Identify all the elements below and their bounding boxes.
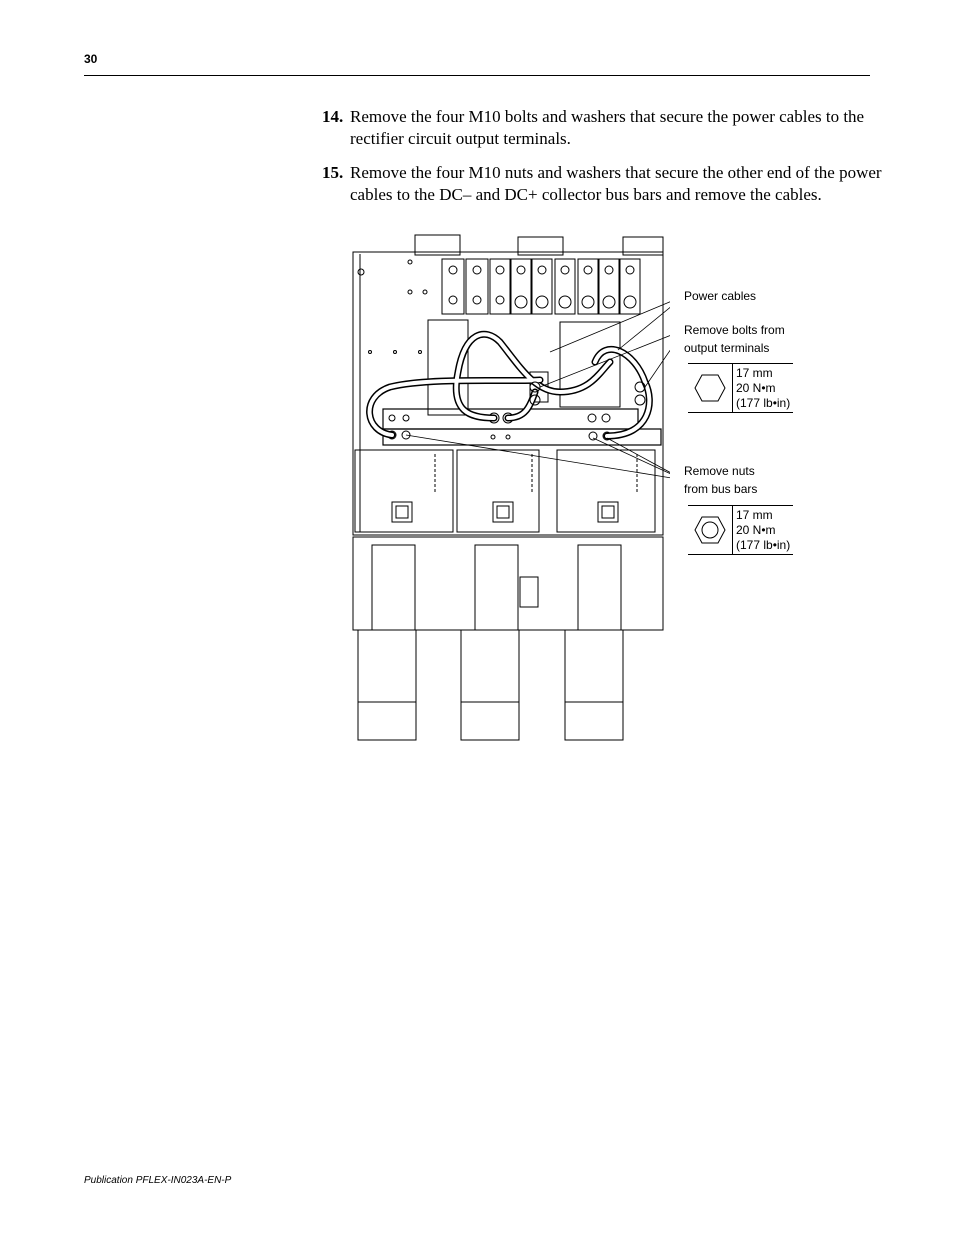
publication-footer: Publication PFLEX-IN023A-EN-P: [84, 1175, 232, 1186]
step-number: 14.: [322, 107, 344, 126]
torque-spec-nut: [688, 505, 793, 555]
torque-lbin: (177 lb•in): [736, 396, 791, 410]
step-text: Remove the four M10 nuts and washers that secure the other end of the power cables to the DC– and DC+ collector bus bars and remove the cables.: [350, 163, 882, 204]
rectifier-assembly-illustration: [350, 232, 670, 742]
torque-lbin: (177 lb•in): [736, 538, 791, 552]
callout-power-cables: Power cables: [684, 289, 757, 303]
torque-nm: 20 N•m: [736, 381, 776, 395]
step-text: Remove the four M10 bolts and washers that secure the power cables to the rectifier circuit output terminals.: [350, 107, 865, 148]
step-number: 15.: [322, 163, 344, 182]
step-list: [322, 106, 882, 218]
hex-nut-icon: [694, 515, 726, 545]
header-rule: [84, 75, 870, 76]
torque-nm: 20 N•m: [736, 523, 776, 537]
page-number: 30: [84, 52, 98, 66]
output-terminals: [442, 259, 640, 314]
step-15: [322, 162, 882, 206]
torque-spec-bolt: [688, 363, 793, 413]
wrench-size: 17 mm: [736, 508, 773, 522]
control-boards: [355, 450, 655, 532]
hex-bolt-icon: [694, 373, 726, 403]
step-14: [322, 106, 882, 150]
callout-remove-nuts: Remove nuts from bus bars: [684, 464, 758, 496]
wrench-size: 17 mm: [736, 366, 773, 380]
callout-remove-bolts: Remove bolts from output terminals: [684, 323, 785, 355]
